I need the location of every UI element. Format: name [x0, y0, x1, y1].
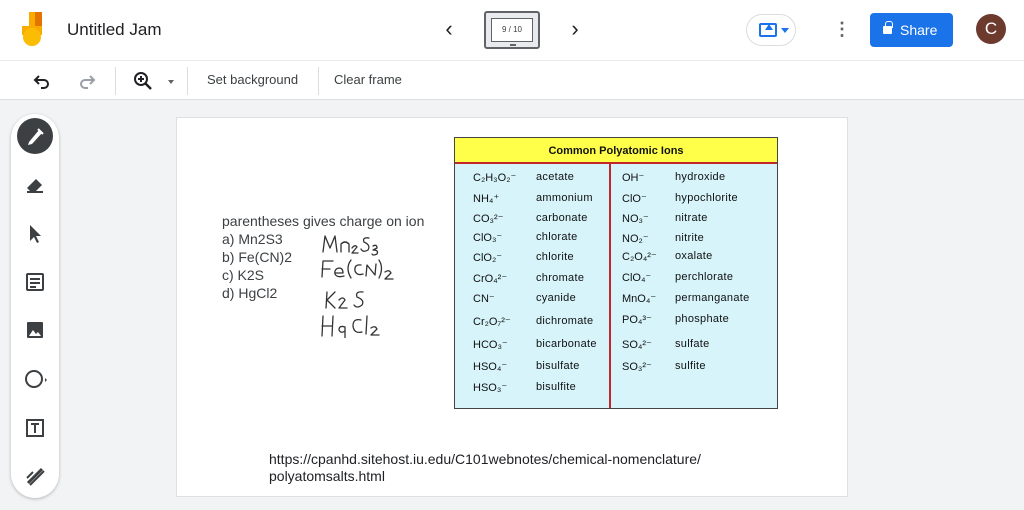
circle-icon[interactable] — [17, 361, 53, 397]
ion-name: ammonium — [536, 192, 593, 204]
ion-formula: Cr₂O₇²⁻ — [473, 316, 511, 328]
set-background-button[interactable]: Set background — [207, 72, 299, 87]
prompt-line: c) K2S — [222, 267, 265, 283]
frame-counter: 9 / 10 — [491, 18, 533, 42]
tool-palette — [11, 114, 59, 498]
zoom-icon[interactable] — [131, 69, 155, 93]
ion-formula: HSO₄⁻ — [473, 361, 508, 373]
ion-formula: CrO₄²⁻ — [473, 273, 508, 285]
share-button[interactable] — [870, 13, 953, 47]
share-button-label: Share — [900, 22, 938, 38]
ion-name: bisulfate — [536, 360, 580, 372]
handwriting-k2s — [326, 292, 363, 308]
toolbar-divider — [115, 67, 116, 95]
eraser-icon[interactable] — [17, 166, 53, 202]
ion-formula: MnO₄⁻ — [622, 293, 657, 305]
ion-formula: ClO⁻ — [622, 193, 647, 205]
avatar[interactable]: C — [976, 14, 1006, 44]
ion-formula: NO₃⁻ — [622, 213, 649, 225]
ion-formula: SO₃²⁻ — [622, 361, 652, 373]
ion-name: bisulfite — [536, 381, 576, 393]
ion-name: chlorite — [536, 251, 574, 263]
ion-formula: HCO₃⁻ — [473, 339, 508, 351]
ion-name: acetate — [536, 171, 575, 183]
ion-formula: NH₄⁺ — [473, 193, 500, 205]
ion-formula: HSO₃⁻ — [473, 382, 508, 394]
ion-formula: ClO₄⁻ — [622, 272, 652, 284]
ion-formula: ClO₃⁻ — [473, 232, 503, 244]
ion-name: oxalate — [675, 250, 713, 262]
prompt-line: parentheses gives charge on ion — [222, 213, 425, 229]
ion-name: nitrate — [675, 212, 708, 224]
table-title: Common Polyatomic Ions — [455, 138, 777, 164]
text-box-icon[interactable] — [17, 410, 53, 446]
url-line: https://cpanhd.sitehost.iu.edu/C101webnotes/chemical-nomenclature/ — [269, 451, 701, 467]
ion-formula: SO₄²⁻ — [622, 339, 652, 351]
source-url — [269, 451, 701, 485]
ion-formula: CN⁻ — [473, 293, 495, 305]
ion-name: carbonate — [536, 212, 588, 224]
ion-name: chromate — [536, 272, 585, 284]
prompt-line: b) Fe(CN)2 — [222, 249, 293, 265]
chevron-down-icon[interactable] — [168, 80, 174, 84]
handwriting-mn2s3 — [323, 236, 378, 255]
ion-formula: C₂O₄²⁻ — [622, 251, 657, 263]
select-arrow-icon[interactable] — [17, 215, 53, 251]
undo-icon[interactable] — [30, 69, 54, 93]
ion-formula: ClO₂⁻ — [473, 252, 503, 264]
image-icon[interactable] — [17, 312, 53, 348]
ion-name: nitrite — [675, 232, 704, 244]
jamboard-logo — [22, 12, 48, 48]
ion-name: sulfite — [675, 360, 706, 372]
ion-name: phosphate — [675, 313, 730, 325]
ion-formula: NO₂⁻ — [622, 233, 649, 245]
top-bar — [0, 0, 1024, 60]
clear-frame-button[interactable]: Clear frame — [334, 72, 402, 87]
ion-formula: PO₄³⁻ — [622, 314, 652, 326]
lock-icon — [883, 26, 892, 34]
ion-name: bicarbonate — [536, 338, 597, 350]
more-options-icon[interactable]: ⋮ — [833, 19, 851, 39]
ion-name: hydroxide — [675, 171, 726, 183]
table-divider — [609, 164, 611, 408]
ion-name: dichromate — [536, 315, 594, 327]
sticky-note-icon[interactable] — [17, 264, 53, 300]
present-icon — [759, 23, 777, 37]
next-frame-button[interactable]: › — [571, 16, 579, 41]
laser-icon[interactable] — [17, 458, 53, 494]
ion-name: sulfate — [675, 338, 710, 350]
handwriting-fecn2 — [322, 260, 393, 279]
ion-name: perchlorate — [675, 271, 734, 283]
document-title[interactable]: Untitled Jam — [67, 20, 162, 39]
prompt-line: a) Mn2S3 — [222, 231, 283, 247]
chevron-down-icon — [781, 28, 789, 33]
frame-bar-toggle[interactable] — [484, 11, 540, 49]
toolbar-divider — [318, 67, 319, 95]
toolbar — [0, 60, 1024, 100]
url-line: polyatomsalts.html — [269, 468, 385, 484]
ion-name: hypochlorite — [675, 192, 738, 204]
previous-frame-button[interactable]: ‹ — [445, 16, 453, 41]
redo-icon[interactable] — [75, 69, 99, 93]
ion-name: chlorate — [536, 231, 578, 243]
handwriting-hgcl2 — [322, 316, 379, 338]
handwritten-answers — [317, 228, 427, 338]
jam-canvas[interactable] — [176, 117, 848, 497]
ion-name: permanganate — [675, 292, 750, 304]
present-button[interactable] — [746, 14, 796, 46]
toolbar-divider — [187, 67, 188, 95]
prompt-line: d) HgCl2 — [222, 285, 278, 301]
ion-formula: CO₃²⁻ — [473, 213, 504, 225]
ion-formula: C₂H₃O₂⁻ — [473, 172, 517, 184]
pen-icon[interactable] — [17, 118, 53, 154]
ion-name: cyanide — [536, 292, 577, 304]
frame-thumb-indicator — [510, 44, 516, 46]
polyatomic-ions-table — [454, 137, 778, 409]
ion-formula: OH⁻ — [622, 172, 645, 184]
